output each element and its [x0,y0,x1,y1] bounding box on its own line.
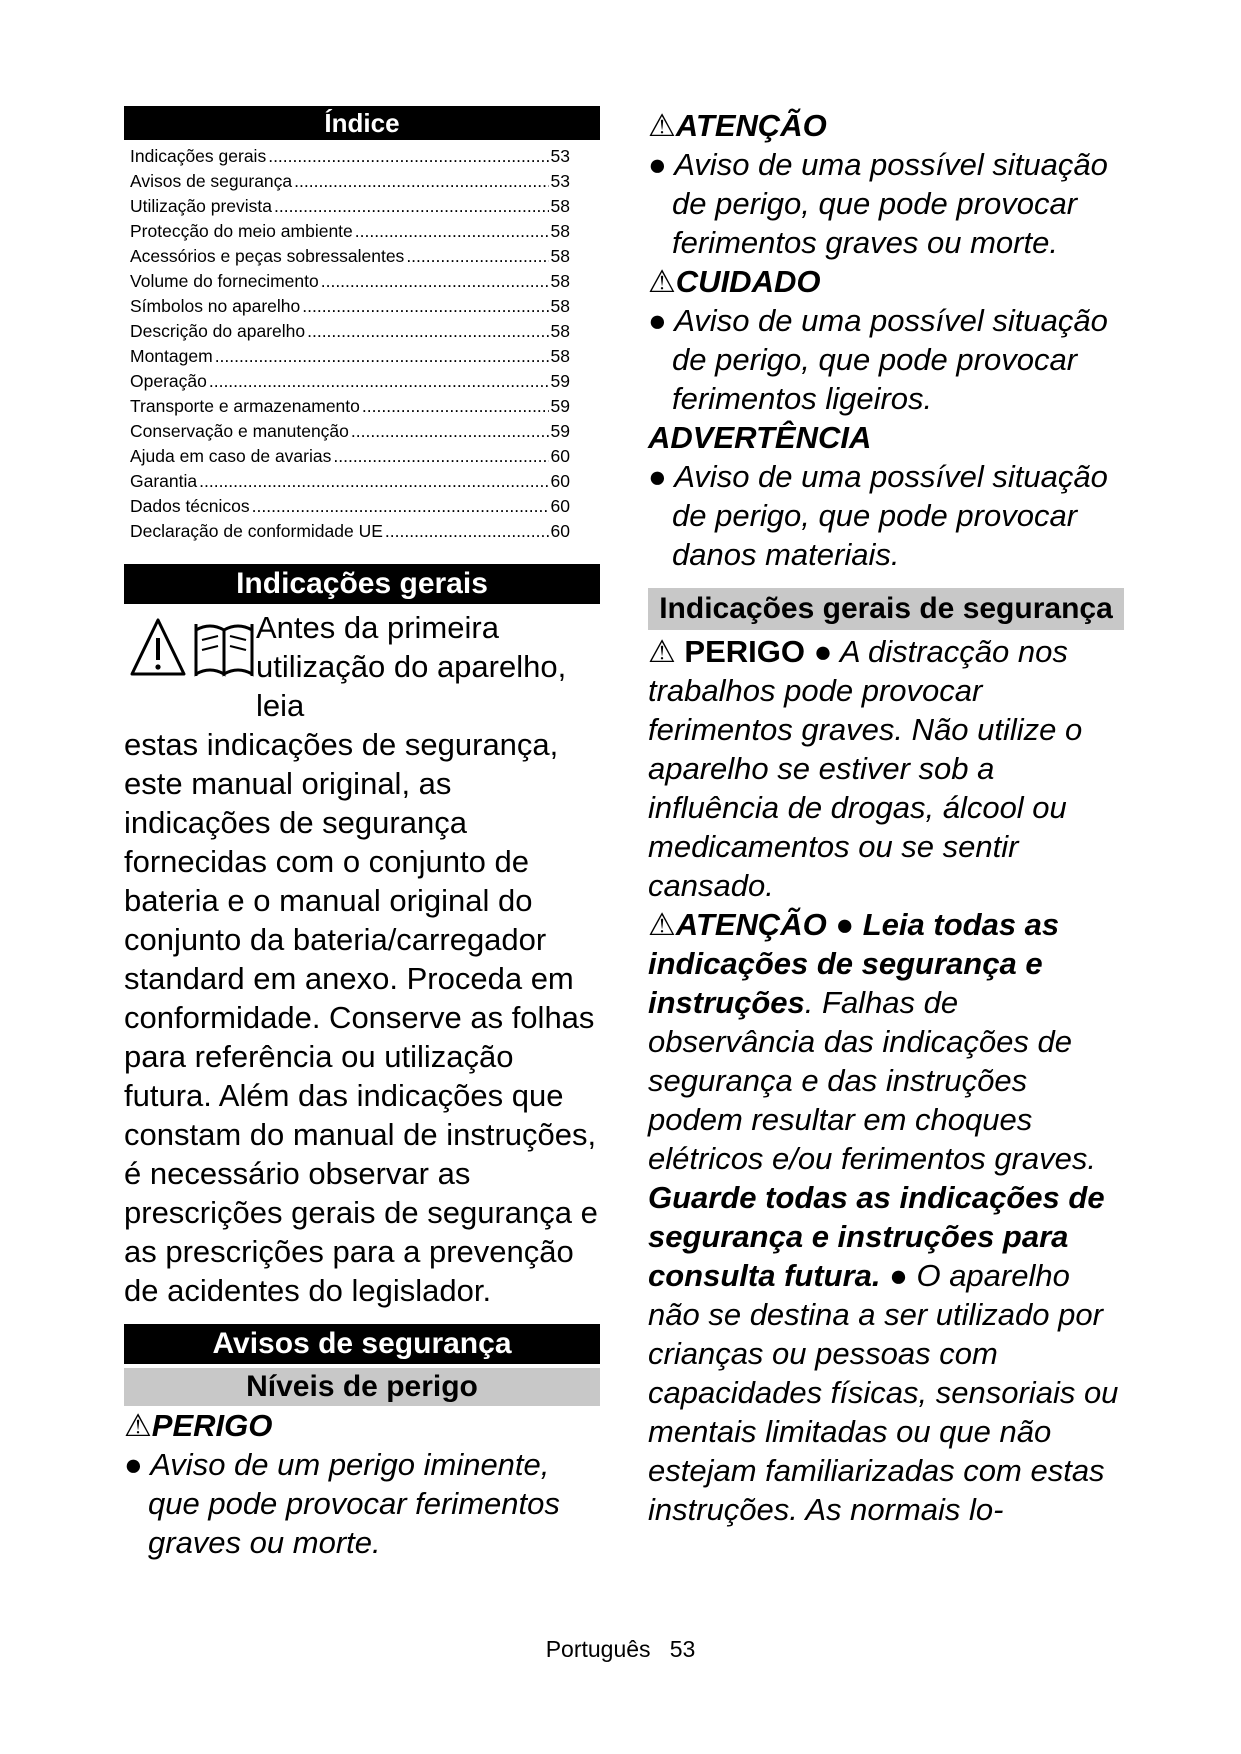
toc-entry [124,294,600,319]
toc-entry-page: 58 [550,196,570,216]
left-column [124,106,600,1562]
toc-leader-dots [294,169,548,194]
toc-entry-page: 58 [550,246,570,266]
advertencia-label: ADVERTÊNCIA [648,420,872,455]
warning-icon: ⚠ [648,108,676,143]
toc-leader-dots [362,394,549,419]
footer-language: Português [545,1636,651,1662]
toc-entry-page: 58 [550,296,570,316]
toc-leader-dots [321,269,549,294]
toc-leader-dots [199,469,548,494]
toc-entry-title: Ajuda em caso de avarias [130,446,332,466]
toc-heading: Índice [124,106,600,140]
toc-entry [124,269,600,294]
toc-leader-dots [209,369,549,394]
toc-entry [124,144,600,169]
warning-and-manual-icon [130,616,258,680]
toc-entry [124,444,600,469]
toc-leader-dots [268,144,548,169]
toc-leader-dots [351,419,549,444]
warning-icon: ⚠ [124,1408,152,1443]
toc-entry-title: Montagem [130,346,213,366]
perigo-label-line: ⚠PERIGO [124,1408,273,1443]
toc-entry-title: Símbolos no aparelho [130,296,301,316]
toc-leader-dots [406,244,548,269]
toc-leader-dots [355,219,549,244]
toc-entry [124,519,600,544]
toc-entry-title: Volume do fornecimento [130,271,319,291]
intro-first-line: Antes da primeira utilização do aparelho, leia [256,610,567,723]
toc-leader-dots [333,444,548,469]
toc-entry-title: Conservação e manutenção [130,421,349,441]
toc-entry-title: Acessórios e peças sobressalentes [130,246,405,266]
toc-entry-title: Declaração de conformidade UE [130,521,383,541]
general-safety-paragraph-2: ⚠ATENÇÃO ● Leia todas as indicações de segurança e instruções. Falhas de observância das indicações de segurança e das instruções podem resultar em choques elétricos e/ou ferimentos graves. Guarde todas as indicações de segurança e instruções para consulta futura. ● O aparelho não se destina a ser utilizado por crianças ou pessoas com capacidades físicas, sensoriais ou mentais limitadas ou que não estejam familiarizadas com estas instruções. As normais lo- [648,907,1119,1527]
toc-entry [124,244,600,269]
toc-entry-page: 53 [550,171,570,191]
toc-entry-page: 58 [550,221,570,241]
cuidado-description: ● Aviso de uma possível situação de perigo, que pode provocar ferimentos ligeiros. [648,303,1108,416]
toc-entry-page: 60 [550,471,570,491]
toc-entry-title: Operação [130,371,207,391]
toc-entry-title: Avisos de segurança [130,171,293,191]
toc-entry-page: 59 [550,396,570,416]
toc-leader-dots [302,294,548,319]
toc-entry [124,469,600,494]
toc-entry-title: Protecção do meio ambiente [130,221,353,241]
toc-entry [124,494,600,519]
toc-entry-page: 59 [550,421,570,441]
table-of-contents [124,144,600,544]
right-column [648,106,1124,1529]
page-footer [0,1634,1241,1664]
danger-levels-heading: Níveis de perigo [124,1368,600,1406]
toc-leader-dots [385,519,549,544]
general-safety-paragraph-1: ⚠ PERIGO ● A distracção nos trabalhos pode provocar ferimentos graves. Não utilize o aparelho se estiver sob a influência de drogas, álcool ou medicamentos ou se sentir cansado. [648,634,1083,903]
toc-entry-page: 58 [550,271,570,291]
toc-entry-page: 58 [550,321,570,341]
toc-entry-page: 60 [550,521,570,541]
toc-entry-title: Indicações gerais [130,146,267,166]
toc-entry [124,219,600,244]
general-safety-heading: Indicações gerais de segurança [648,588,1124,630]
toc-entry-page: 59 [550,371,570,391]
toc-leader-dots [307,319,548,344]
general-intro [124,608,600,1310]
safety-heading: Avisos de segurança [124,1324,600,1364]
toc-entry-title: Dados técnicos [130,496,250,516]
toc-entry-title: Utilização prevista [130,196,272,216]
warning-icon: ⚠ [648,907,676,942]
toc-entry [124,369,600,394]
toc-entry [124,394,600,419]
warning-icon: ⚠ [648,634,676,669]
toc-leader-dots [215,344,549,369]
general-heading: Indicações gerais [124,564,600,604]
intro-rest: estas indicações de segurança, este manual original, as indicações de segurança fornecidas com o conjunto de bateria e o manual original do conjunto da bateria/carregador standard em anexo. Proceda em conformidade. Conserve as folhas para referência ou utilização futura. Além das indicações que constam do manual de instruções, é necessário observar as prescrições gerais de segurança e as prescrições para a prevenção de acidentes do legislador. [124,727,598,1308]
cuidado-label-line: ⚠CUIDADO [648,264,821,299]
toc-entry-title: Transporte e armazenamento [130,396,360,416]
toc-entry [124,319,600,344]
toc-entry [124,419,600,444]
perigo-description: ● Aviso de um perigo iminente, que pode provocar ferimentos graves ou morte. [124,1447,560,1560]
atencao-description: ● Aviso de uma possível situação de perigo, que pode provocar ferimentos graves ou morte. [648,147,1108,260]
toc-entry-title: Descrição do aparelho [130,321,306,341]
toc-leader-dots [274,194,549,219]
toc-entry-page: 58 [550,346,570,366]
toc-leader-dots [252,494,549,519]
toc-entry-page: 53 [550,146,570,166]
advertencia-description: ● Aviso de uma possível situação de perigo, que pode provocar danos materiais. [648,459,1108,572]
toc-entry-title: Garantia [130,471,198,491]
toc-entry-page: 60 [550,446,570,466]
atencao-label-line: ⚠ATENÇÃO [648,108,827,143]
toc-entry [124,169,600,194]
toc-entry [124,194,600,219]
toc-entry [124,344,600,369]
warning-icon: ⚠ [648,264,676,299]
page-number: 53 [669,1636,696,1662]
toc-entry-page: 60 [550,496,570,516]
